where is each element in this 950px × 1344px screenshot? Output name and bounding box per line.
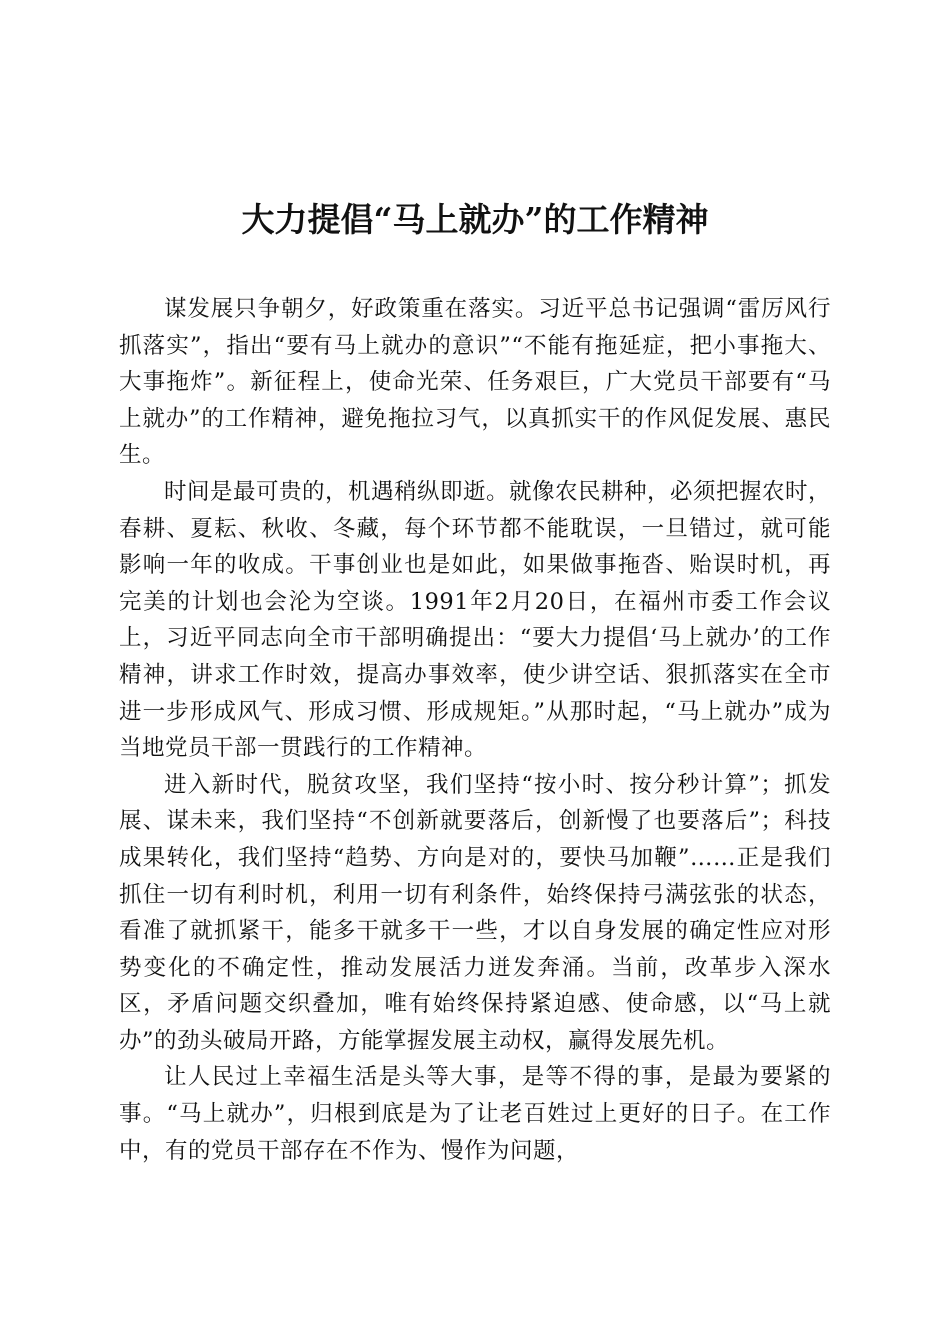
- paragraph: 让人民过上幸福生活是头等大事，是等不得的事，是最为要紧的事。“马上就办”，归根到底是为了让老百姓过上更好的日子。在工作中，有的党员干部存在不作为、慢作为问题，: [119, 1064, 831, 1164]
- document-title: 大力提倡“马上就办”的工作精神: [241, 200, 709, 239]
- paragraph: 谋发展只争朝夕，好政策重在落实。习近平总书记强调“雷厉风行抓落实”，指出“要有马上就办的意识”“不能有拖延症，把小事拖大、大事拖炸”。新征程上，使命光荣、任务艰巨，广大党员干部要有“马上就办”的工作精神，避免拖拉习气，以真抓实干的作风促发展、惠民生。: [119, 296, 831, 469]
- paragraph: 时间是最可贵的，机遇稍纵即逝。就像农民耕种，必须把握农时，春耕、夏耘、秋收、冬藏，每个环节都不能耽误，一旦错过，就可能影响一年的收成。干事创业也是如此，如果做事拖沓、贻误时机，再完美的计划也会沦为空谈。1991年2月20日，在福州市委工作会议上，习近平同志向全市干部明确提出：“要大力提倡‘马上就办’的工作精神，讲求工作时效，提高办事效率，使少讲空话、狠抓落实在全市进一步形成风气、形成习惯、形成规矩。”从那时起，“马上就办”成为当地党员干部一贯践行的工作精神。: [119, 478, 832, 762]
- document-body: [119, 291, 831, 1169]
- paragraph: 进入新时代，脱贫攻坚，我们坚持“按小时、按分秒计算”；抓发展、谋未来，我们坚持“不创新就要落后，创新慢了也要落后”；科技成果转化，我们坚持“趋势、方向是对的，要快马加鞭”……正是我们抓住一切有利时机，利用一切有利条件，始终保持弓满弦张的状态，看准了就抓紧干，能多干就多干一些，才以自身发展的确定性应对形势变化的不确定性，推动发展活力迸发奔涌。当前，改革步入深水区，矛盾问题交织叠加，唯有始终保持紧迫感、使命感，以“马上就办”的劲头破局开路，方能掌握发展主动权，赢得发展先机。: [119, 771, 831, 1054]
